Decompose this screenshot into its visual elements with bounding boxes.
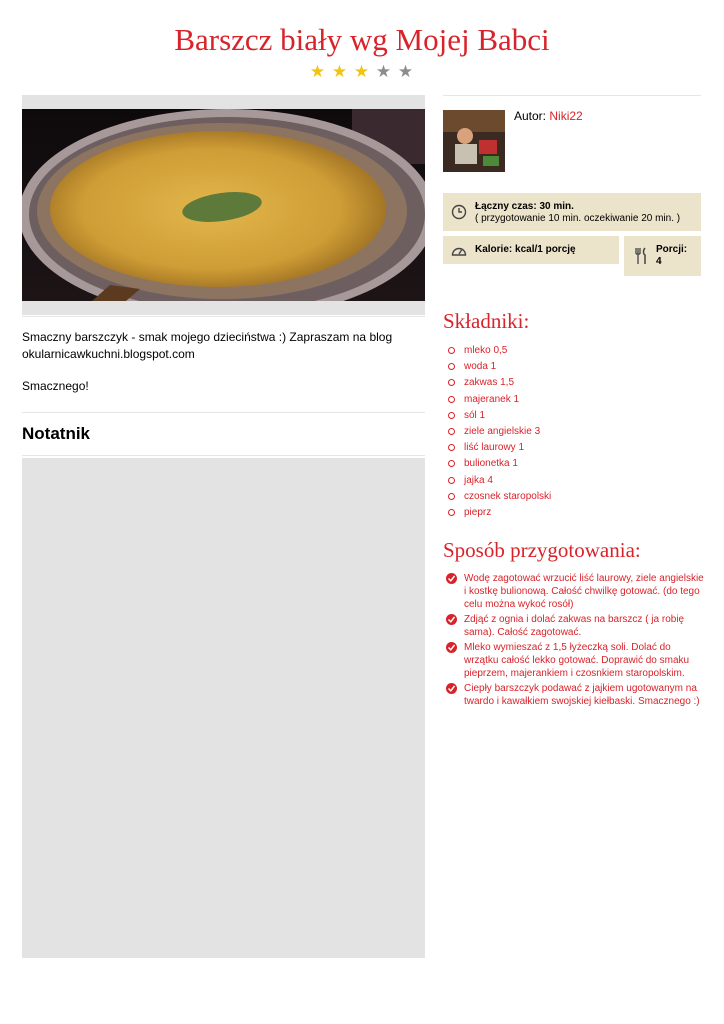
step-item bbox=[446, 572, 704, 611]
ingredient-item: jajka 4 bbox=[448, 473, 551, 489]
author-link[interactable]: Niki22 bbox=[549, 109, 583, 123]
total-time-box bbox=[443, 193, 701, 231]
ingredient-item: majeranek 1 bbox=[448, 392, 551, 408]
recipe-photo bbox=[22, 109, 425, 301]
rating-stars bbox=[0, 62, 724, 82]
step-item bbox=[446, 682, 704, 708]
ingredients-heading: Składniki: bbox=[443, 309, 530, 333]
ingredient-item: liść laurowy 1 bbox=[448, 440, 551, 456]
description-text: Smaczny barszczyk - smak mojego dzieciństwa :) Zapraszam na blog okularnicawkuchni.blogspot.com bbox=[22, 330, 393, 361]
ingredient-item: woda 1 bbox=[448, 359, 551, 375]
step-text: Zdjąć z ognia i dolać zakwas na barszcz ( ja robię sama). Całość zagotować. bbox=[464, 614, 685, 638]
recipe-description bbox=[22, 316, 425, 413]
check-circle-icon bbox=[446, 573, 457, 584]
step-text: Ciepły barszczyk podawać z jajkiem ugotowanym na twardo i kawałkiem swojskiej kiełbaski. Smacznego :) bbox=[464, 683, 700, 707]
check-circle-icon bbox=[446, 683, 457, 694]
calories-label: Kalorie: kcal/1 porcję bbox=[475, 244, 576, 255]
recipe-photo-frame bbox=[22, 95, 425, 315]
closing-text: Smacznego! bbox=[22, 379, 89, 393]
check-circle-icon bbox=[446, 642, 457, 653]
ingredients-list bbox=[448, 343, 551, 521]
ingredient-item: czosnek staropolski bbox=[448, 489, 551, 505]
star-icon: ★ bbox=[309, 62, 327, 81]
ingredient-item: ziele angielskie 3 bbox=[448, 424, 551, 440]
portions-value: 4 bbox=[656, 256, 662, 267]
cutlery-icon bbox=[634, 247, 648, 265]
star-icon: ★ bbox=[375, 62, 393, 81]
notes-area[interactable] bbox=[22, 458, 425, 958]
time-detail: ( przygotowanie 10 min. oczekiwanie 20 min. ) bbox=[475, 213, 681, 224]
step-item bbox=[446, 613, 704, 639]
clock-icon bbox=[451, 204, 467, 220]
recipe-title: Barszcz biały wg Mojej Babci bbox=[174, 22, 550, 57]
ingredient-item: bulionetka 1 bbox=[448, 456, 551, 472]
portions-title: Porcji: bbox=[656, 244, 688, 255]
preparation-steps bbox=[446, 572, 704, 710]
author-line bbox=[514, 109, 583, 123]
divider bbox=[443, 95, 701, 96]
step-text: Wodę zagotować wrzucić liść laurowy, ziele angielskie i kostkę bulionową. Całość chwilkę gotować. (do tego celu można wykoć rosół) bbox=[464, 573, 704, 610]
author-label: Autor: bbox=[514, 109, 547, 123]
notes-heading: Notatnik bbox=[22, 424, 90, 443]
ingredient-item: pieprz bbox=[448, 505, 551, 521]
star-icon: ★ bbox=[353, 62, 371, 81]
portions-label bbox=[656, 244, 698, 268]
calories-box bbox=[443, 236, 619, 264]
divider bbox=[22, 455, 425, 456]
total-time-label: Łączny czas: 30 min. bbox=[475, 201, 574, 212]
step-text: Mleko wymieszać z 1,5 łyżeczką soli. Dolać do wrzątku całość lekko gotować. Doprawić do smaku pieprzem, majerankiem i czosnkiem staropolskim. bbox=[464, 642, 690, 679]
preparation-heading: Sposób przygotowania: bbox=[443, 538, 641, 562]
star-icon: ★ bbox=[397, 62, 415, 81]
step-item bbox=[446, 641, 704, 680]
check-circle-icon bbox=[446, 614, 457, 625]
portions-box bbox=[624, 236, 701, 276]
ingredient-item: mleko 0,5 bbox=[448, 343, 551, 359]
author-avatar[interactable] bbox=[443, 110, 505, 172]
ingredient-item: sól 1 bbox=[448, 408, 551, 424]
ingredient-item: zakwas 1,5 bbox=[448, 375, 551, 391]
star-icon: ★ bbox=[331, 62, 349, 81]
scale-icon bbox=[451, 242, 467, 258]
